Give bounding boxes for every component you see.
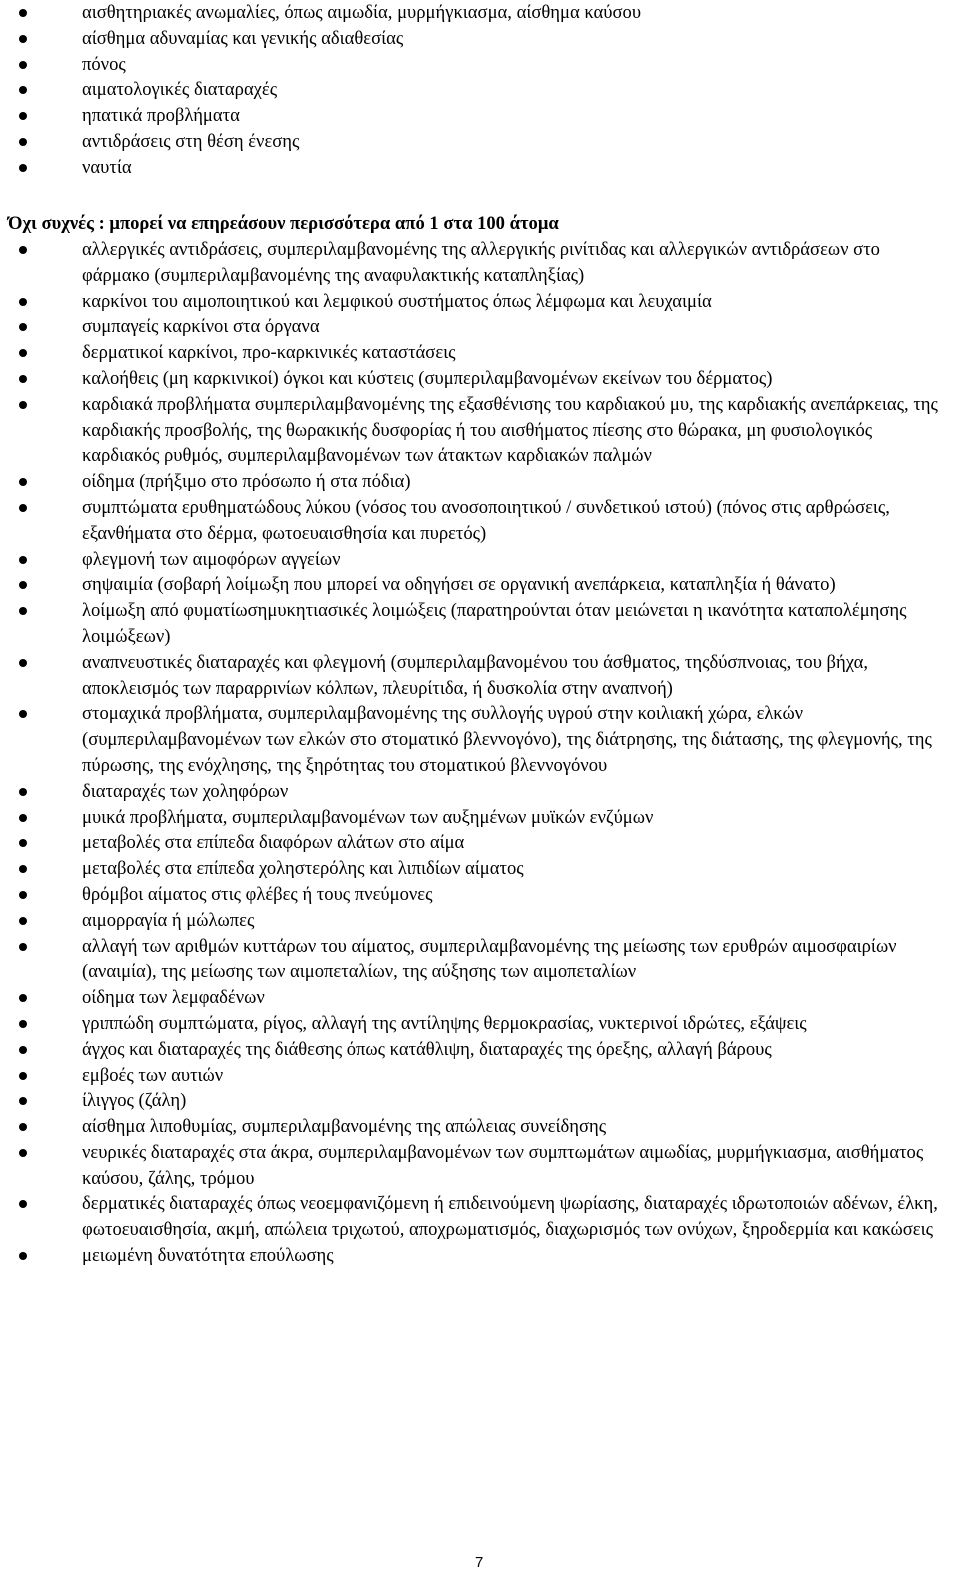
list-item	[0, 1011, 960, 1037]
list-item-text: ίλιγγος (ζάλη)	[82, 1090, 187, 1112]
list-item-text: άγχος και διαταραχές της διάθεσης όπως κατάθλιψη, διαταραχές της όρεξης, αλλαγή βάρους	[82, 1038, 772, 1060]
list-item-text: νευρικές διαταραχές στα άκρα, συμπεριλαμβανομένων των συμπτωμάτων αιμωδίας, μυρμήγκιασμα, αισθήματος καύσου, ζάλης, τρόμου	[82, 1141, 924, 1189]
list-item	[0, 103, 960, 129]
list-item-text: λοίμωξη από φυματίωσημυκητιασικές λοιμώξεις (παρατηρούνται όταν μειώνεται η ικανότητα καταπολέμησης λοιμώξεων)	[82, 600, 907, 647]
list-item-text: καλοήθεις (μη καρκινικοί) όγκοι και κύστεις (συμπεριλαμβανομένων εκείνων του δέρματος)	[82, 367, 773, 389]
list-item-text: αιματολογικές διαταραχές	[82, 79, 278, 101]
bullet-icon	[19, 164, 27, 172]
list-item	[0, 1114, 960, 1140]
list-item-text: διαταραχές των χοληφόρων	[82, 780, 289, 802]
list-item-text: αίσθημα αδυναμίας και γενικής αδιαθεσίας	[82, 27, 404, 49]
bullet-icon	[19, 1097, 27, 1105]
side-effects-list-common	[0, 0, 960, 181]
bullet-icon	[19, 9, 27, 17]
bullet-icon	[19, 246, 27, 254]
list-item-text: αισθητηριακές ανωμαλίες, όπως αιμωδία, μυρμήγκιασμα, αίσθημα καύσου	[82, 2, 642, 23]
section-heading-uncommon: Όχι συχνές : μπορεί να επηρεάσουν περισσότερα από 1 στα 100 άτομα	[8, 213, 559, 234]
list-item	[0, 572, 960, 598]
bullet-icon	[19, 1072, 27, 1080]
bullet-icon	[19, 659, 27, 667]
list-item	[0, 856, 960, 882]
list-item	[0, 830, 960, 856]
list-item	[0, 985, 960, 1011]
bullet-icon	[19, 865, 27, 873]
bullet-icon	[19, 581, 27, 589]
list-item	[0, 1063, 960, 1089]
bullet-icon	[19, 375, 27, 383]
list-item-text: φλεγμονή των αιμοφόρων αγγείων	[82, 548, 341, 570]
list-item	[0, 366, 960, 392]
page-number: 7	[475, 1554, 484, 1571]
list-item-text: σηψαιμία (σοβαρή λοίμωξη που μπορεί να οδηγήσει σε οργανική ανεπάρκεια, καταπληξία ή θάνατο)	[82, 574, 836, 596]
list-item-text: ηπατικά προβλήματα	[82, 105, 240, 127]
list-item-text: γριππώδη συμπτώματα, ρίγος, αλλαγή της αντίληψης θερμοκρασίας, νυκτερινοί ιδρώτες, εξάψεις	[82, 1012, 807, 1034]
list-item	[0, 129, 960, 155]
list-item	[0, 779, 960, 805]
list-item	[0, 1191, 960, 1243]
list-item	[0, 934, 960, 986]
list-item-text: μειωμένη δυνατότητα επούλωσης	[82, 1245, 334, 1267]
list-item-text: αλλαγή των αριθμών κυττάρων του αίματος, συμπεριλαμβανομένης της μείωσης των ερυθρών αιμοσφαιρίων (αναιμία), της μείωσης των αιμοπεταλίων, της αύξησης των αιμοπεταλίων	[82, 935, 897, 983]
bullet-icon	[19, 710, 27, 718]
list-item-text: δερματικοί καρκίνοι, προ-καρκινικές καταστάσεις	[82, 342, 456, 364]
bullet-icon	[19, 478, 27, 486]
list-item-text: αίσθημα λιποθυμίας, συμπεριλαμβανομένης της απώλειας συνείδησης	[82, 1116, 607, 1138]
list-item-text: αιμορραγία ή μώλωπες	[82, 909, 255, 931]
bullet-icon	[19, 1123, 27, 1131]
bullet-icon	[19, 401, 27, 409]
list-item	[0, 52, 960, 78]
side-effects-list-uncommon	[0, 237, 960, 1269]
list-item-text: δερματικές διαταραχές όπως νεοεμφανιζόμενη ή επιδεινούμενη ψωρίασης, διαταραχές ιδρωτοποιών αδένων, έλκη, φωτοευαισθησία, ακμή, απώλεια τριχωτού, αποχρωματισμός, διαχωρισμός των ονύχων, ξηροδερμία και κακώσεις	[82, 1193, 938, 1241]
bullet-icon	[19, 112, 27, 120]
bullet-icon	[19, 839, 27, 847]
list-item-text: θρόμβοι αίματος στις φλέβες ή τους πνεύμονες	[82, 883, 433, 905]
list-item	[0, 289, 960, 315]
bullet-icon	[19, 943, 27, 951]
bullet-icon	[19, 61, 27, 69]
list-item	[0, 701, 960, 778]
list-item	[0, 882, 960, 908]
list-item-text: μεταβολές στα επίπεδα χοληστερόλης και λιπιδίων αίματος	[82, 858, 524, 880]
bullet-icon	[19, 607, 27, 615]
list-item	[0, 1037, 960, 1063]
list-item-text: καρκίνοι του αιμοποιητικού και λεμφικού συστήματος όπως λέμφωμα και λευχαιμία	[82, 290, 712, 312]
list-item	[0, 650, 960, 702]
bullet-icon	[19, 994, 27, 1002]
list-item	[0, 908, 960, 934]
list-item	[0, 392, 960, 469]
bullet-icon	[19, 504, 27, 512]
list-item	[0, 1140, 960, 1192]
list-item	[0, 77, 960, 103]
list-item	[0, 1243, 960, 1269]
list-item-text: οίδημα (πρήξιμο στο πρόσωπο ή στα πόδια)	[82, 471, 411, 493]
bullet-icon	[19, 323, 27, 331]
list-item	[0, 1088, 960, 1114]
bullet-icon	[19, 1046, 27, 1054]
list-item-text: στομαχικά προβλήματα, συμπεριλαμβανομένης της συλλογής υγρού στην κοιλιακή χώρα, ελκών (συμπεριλαμβανομένων των ελκών στο στοματικό βλεννογόνο), της διάτρησης, της διάτασης, της φλεγμονής, της πύρωσης, της ενόχλησης, της ξηρότητας του στοματικού βλεννογόνου	[82, 703, 932, 776]
list-item-text: καρδιακά προβλήματα συμπεριλαμβανομένης της εξασθένισης του καρδιακού μυ, της καρδιακής ανεπάρκειας, της καρδιακής προσβολής, της θωρακικής δυσφορίας ή του αισθήματος πίεσης στο θώρακα, μη φυσιολογικός καρδιακός ρυθμός, συμπεριλαμβανομένων των άτακτων καρδιακών παλμών	[82, 393, 938, 467]
bullet-icon	[19, 298, 27, 306]
list-item-text: μεταβολές στα επίπεδα διαφόρων αλάτων στο αίμα	[82, 832, 465, 854]
bullet-icon	[19, 556, 27, 564]
bullet-icon	[19, 86, 27, 94]
list-item-text: αναπνευστικές διαταραχές και φλεγμονή (συμπεριλαμβανομένου του άσθματος, τηςδύσπνοιας, του βήχα, αποκλεισμός των παραρρινίων κόλπων, πλευρίτιδα, ή δυσκολία στην αναπνοή)	[82, 651, 868, 699]
list-item-text: συμπαγείς καρκίνοι στα όργανα	[82, 316, 320, 338]
list-item-text: αντιδράσεις στη θέση ένεσης	[82, 130, 300, 152]
list-item	[0, 26, 960, 52]
list-item-text: πόνος	[82, 53, 126, 75]
list-item	[0, 0, 960, 26]
list-item	[0, 495, 960, 547]
bullet-icon	[19, 138, 27, 146]
list-item	[0, 314, 960, 340]
bullet-icon	[19, 349, 27, 357]
list-item-text: οίδημα των λεμφαδένων	[82, 987, 265, 1009]
list-item	[0, 340, 960, 366]
list-item	[0, 598, 960, 650]
list-item	[0, 237, 960, 289]
list-item-text: εμβοές των αυτιών	[82, 1064, 224, 1086]
bullet-icon	[19, 917, 27, 925]
list-item-text: μυικά προβλήματα, συμπεριλαμβανομένων των αυξημένων μυϊκών ενζύμων	[82, 806, 654, 828]
bullet-icon	[19, 1200, 27, 1208]
bullet-icon	[19, 814, 27, 822]
list-item-text: ναυτία	[82, 156, 132, 178]
list-item-text: αλλεργικές αντιδράσεις, συμπεριλαμβανομένης της αλλεργικής ρινίτιδας και αλλεργικών αντιδράσεων στο φάρμακο (συμπεριλαμβανομένης της αναφυλακτικής καταπληξίας)	[82, 239, 880, 286]
bullet-icon	[19, 788, 27, 796]
bullet-icon	[19, 1252, 27, 1260]
list-item	[0, 805, 960, 831]
list-item	[0, 469, 960, 495]
list-item-text: συμπτώματα ερυθηματώδους λύκου (νόσος του ανοσοποιητικού / συνδετικού ιστού) (πόνος στις αρθρώσεις, εξανθήματα στο δέρμα, φωτοευαισθησία και πυρετός)	[82, 496, 890, 544]
bullet-icon	[19, 1149, 27, 1157]
list-item	[0, 547, 960, 573]
bullet-icon	[19, 1020, 27, 1028]
bullet-icon	[19, 891, 27, 899]
bullet-icon	[19, 35, 27, 43]
list-item	[0, 155, 960, 181]
